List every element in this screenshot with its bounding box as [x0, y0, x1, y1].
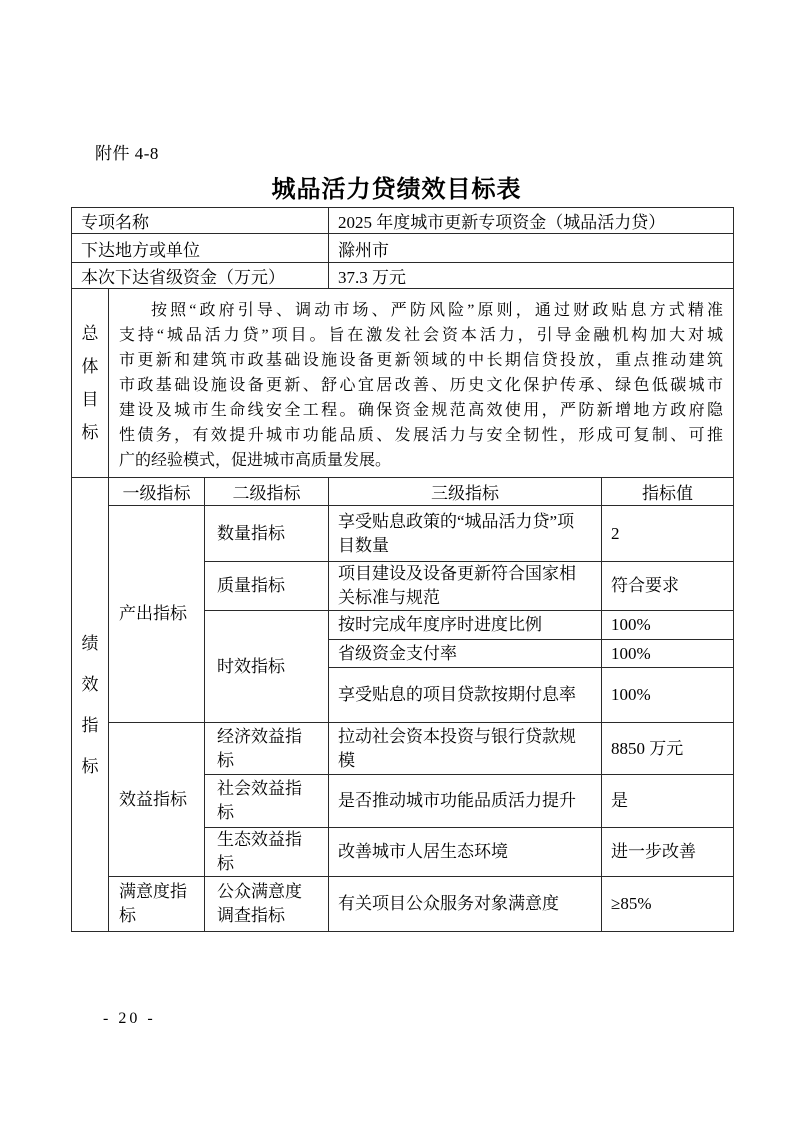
table-row — [72, 208, 734, 234]
performance-target-table — [71, 207, 734, 932]
amount-label: 本次下达省级资金（万元） — [72, 263, 329, 289]
value-cell: 符合要求 — [602, 562, 734, 611]
value-cell: 100% — [602, 640, 734, 668]
recipient-value: 滁州市 — [329, 234, 734, 263]
indicator-row — [72, 877, 734, 932]
goal-line: 市政基础设施设备更新、舒心宜居改善、历史文化保护传承、绿色低碳城市 — [119, 377, 723, 394]
table-row — [72, 234, 734, 263]
level2-cell: 质量指标 — [205, 562, 329, 611]
level3-cell: 按时完成年度序时进度比例 — [329, 611, 602, 640]
recipient-label: 下达地方或单位 — [72, 234, 329, 263]
level3-cell: 拉动社会资本投资与银行贷款规模 — [329, 723, 602, 775]
header-level1: 一级指标 — [109, 478, 205, 506]
header-value: 指标值 — [602, 478, 734, 506]
level3-cell: 改善城市人居生态环境 — [329, 828, 602, 877]
level3-cell: 省级资金支付率 — [329, 640, 602, 668]
indicator-header-row — [72, 478, 734, 506]
overall-goal-label: 总 体 目 标 — [72, 289, 109, 478]
value-cell: 是 — [602, 775, 734, 828]
value-cell: 100% — [602, 611, 734, 640]
header-level2: 二级指标 — [205, 478, 329, 506]
level3-cell: 享受贴息的项目贷款按期付息率 — [329, 668, 602, 723]
level3-cell: 享受贴息政策的“城品活力贷”项目数量 — [329, 506, 602, 562]
attachment-label: 附件 4-8 — [95, 144, 159, 163]
page-number: - 20 - — [103, 1010, 156, 1027]
table-row — [72, 289, 734, 478]
value-cell: ≥85% — [602, 877, 734, 932]
level3-cell: 有关项目公众服务对象满意度 — [329, 877, 602, 932]
page-title: 城品活力贷绩效目标表 — [271, 177, 522, 203]
value-cell: 8850 万元 — [602, 723, 734, 775]
level2-cell: 数量指标 — [205, 506, 329, 562]
indicator-row — [72, 506, 734, 562]
level2-cell: 时效指标 — [205, 611, 329, 723]
performance-indicator-label: 绩 效 指 标 — [72, 478, 109, 932]
value-cell: 100% — [602, 668, 734, 723]
value-cell: 进一步改善 — [602, 828, 734, 877]
goal-line: 支持“城品活力贷”项目。旨在激发社会资本活力，引导金融机构加大对城 — [119, 327, 723, 344]
table-row — [72, 263, 734, 289]
level2-cell: 社会效益指标 — [205, 775, 329, 828]
level2-cell: 经济效益指标 — [205, 723, 329, 775]
goal-line: 按照“政府引导、调动市场、严防风险”原则，通过财政贴息方式精准 — [151, 302, 723, 319]
special-fund-name-value: 2025 年度城市更新专项资金（城品活力贷） — [329, 208, 734, 234]
level3-cell: 是否推动城市功能品质活力提升 — [329, 775, 602, 828]
special-fund-name-label: 专项名称 — [72, 208, 329, 234]
level2-cell: 公众满意度调查指标 — [205, 877, 329, 932]
overall-goal-paragraph — [109, 289, 734, 478]
level1-cell: 产出指标 — [109, 506, 205, 723]
goal-line: 性债务，有效提升城市功能品质、发展活力与安全韧性，形成可复制、可推 — [119, 427, 723, 444]
value-cell: 2 — [602, 506, 734, 562]
level3-cell: 项目建设及设备更新符合国家相关标准与规范 — [329, 562, 602, 611]
amount-value: 37.3 万元 — [329, 263, 734, 289]
header-level3: 三级指标 — [329, 478, 602, 506]
level2-cell: 生态效益指标 — [205, 828, 329, 877]
level1-cell: 效益指标 — [109, 723, 205, 877]
goal-line: 建设及城市生命线安全工程。确保资金规范高效使用，严防新增地方政府隐 — [119, 402, 723, 419]
indicator-row — [72, 723, 734, 775]
goal-line: 广的经验模式，促进城市高质量发展。 — [119, 452, 392, 469]
level1-cell: 满意度指标 — [109, 877, 205, 932]
goal-line: 市更新和建筑市政基础设施设备更新领域的中长期信贷投放，重点推动建筑 — [119, 352, 723, 369]
